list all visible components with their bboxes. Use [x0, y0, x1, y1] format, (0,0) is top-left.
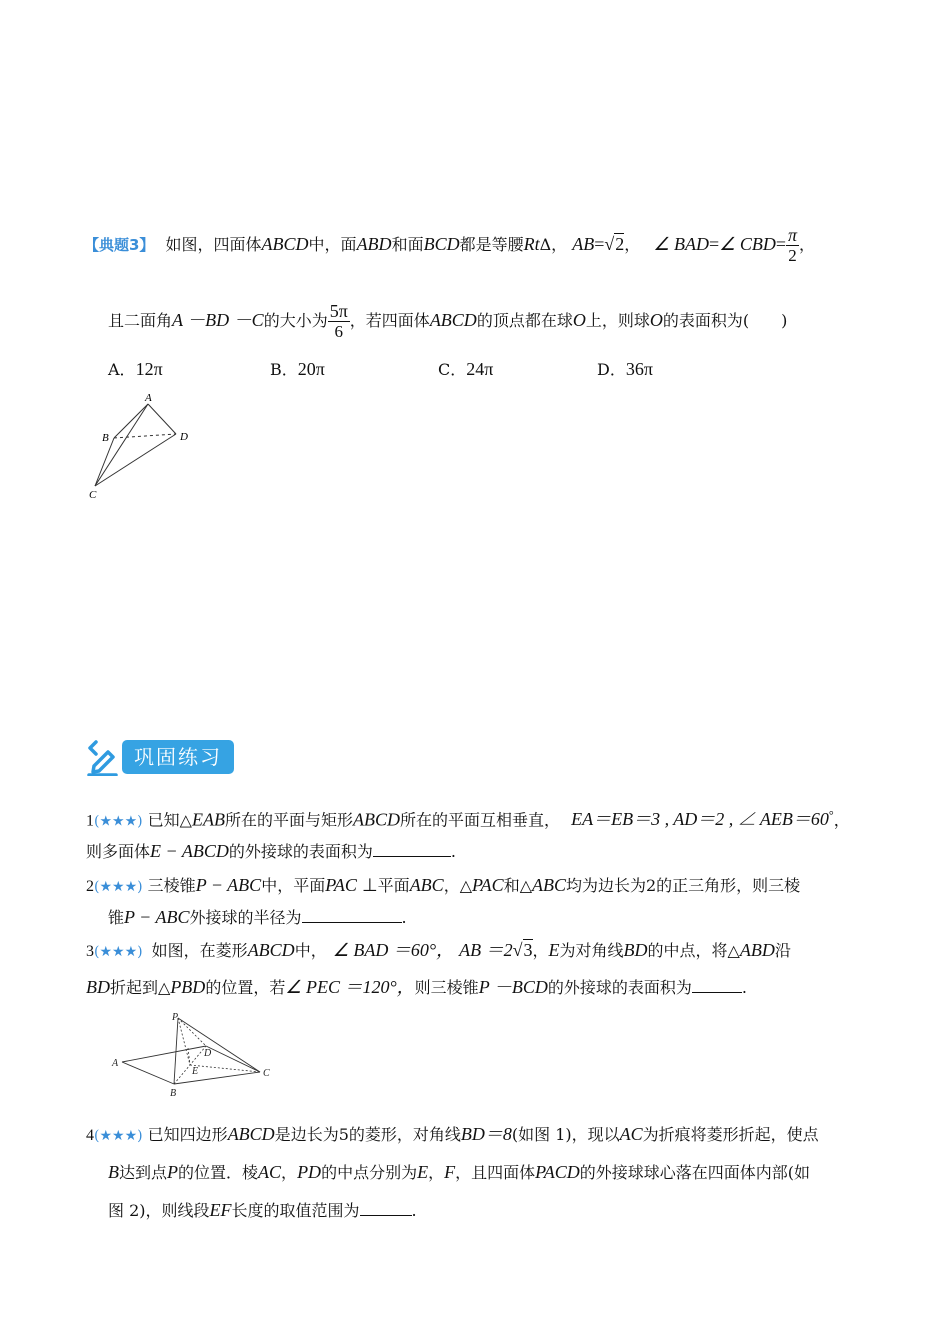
label-b: B — [102, 432, 109, 444]
text: 中，平面 — [261, 876, 326, 895]
math-pac: PAC — [472, 875, 504, 895]
math-ac: AC — [258, 1162, 282, 1182]
math-abd: ABD — [356, 234, 392, 254]
problem-number: 2 — [86, 878, 94, 895]
edge-pd — [178, 1018, 206, 1046]
text: ， — [428, 1163, 445, 1182]
text: 的位置，若 — [205, 978, 286, 997]
text: 的外接球的表面积为 — [547, 978, 692, 997]
text: 锥 — [108, 908, 125, 927]
label-b: B — [170, 1088, 177, 1099]
math-abd: ABD — [739, 940, 775, 960]
fraction-denominator: 6 — [334, 322, 343, 341]
text: ， — [833, 810, 850, 830]
problem-4-line-1 — [86, 1120, 819, 1148]
math-pacd: PACD — [535, 1162, 580, 1182]
problem-3-line-1 — [86, 936, 791, 964]
option-b[interactable] — [270, 358, 325, 381]
text: 达到点 — [119, 1163, 168, 1182]
edge-ab — [114, 404, 148, 438]
text: 已知△ — [147, 810, 192, 830]
edge-ac — [95, 404, 148, 486]
math-abcd: ABCD — [247, 940, 295, 960]
math-ab: AB — [572, 234, 595, 254]
text: . — [450, 842, 456, 861]
example-line-2 — [108, 300, 787, 340]
math-polyhedron: E − ABCD — [150, 841, 229, 861]
answer-blank[interactable] — [360, 1201, 412, 1216]
edge-pc — [178, 1018, 260, 1072]
label-a: A — [145, 392, 152, 404]
edge-bd — [114, 434, 176, 438]
folded-rhombus-figure — [108, 1010, 276, 1100]
example-line-1 — [84, 224, 815, 264]
edge-ec — [190, 1065, 260, 1072]
math-ac: AC — [619, 1124, 643, 1144]
angle-bad: ∠ BAD — [653, 234, 710, 254]
text: 所在的平面互相垂直， — [400, 810, 561, 830]
problem-4-line-2 — [108, 1158, 810, 1186]
difficulty-stars: (★★★) — [94, 813, 143, 830]
example-tag: 【典题3】 — [84, 236, 155, 254]
text: 的外接球的表面积为 — [228, 842, 373, 861]
math-bd: BD — [86, 977, 110, 997]
problem-1-line-2 — [86, 838, 456, 864]
text: 和△ — [503, 876, 532, 895]
text: 和面 — [391, 235, 424, 254]
edge-bc — [174, 1072, 260, 1084]
text: 所在的平面与矩形 — [224, 810, 353, 830]
problem-2-line-2 — [108, 904, 407, 930]
text: 三棱锥 — [147, 876, 196, 895]
text: 的表面积为( ) — [662, 311, 788, 330]
text: 折起到△ — [110, 978, 171, 997]
label-d: D — [204, 1048, 212, 1059]
difficulty-stars: (★★★) — [94, 1128, 143, 1144]
text: 如图，四面体 — [165, 235, 262, 254]
pencil-icon — [86, 738, 118, 776]
radicand: 2 — [615, 234, 625, 254]
label-c: C — [89, 489, 97, 501]
text: ，且四面体 — [455, 1163, 536, 1182]
text: 的中点，将△ — [647, 941, 740, 960]
option-d[interactable] — [597, 358, 653, 381]
option-value: 24π — [466, 359, 494, 379]
equals: = — [594, 234, 605, 254]
text: 已知四边形 — [147, 1125, 228, 1144]
tetrahedron-figure — [86, 388, 196, 504]
math-e: E — [548, 940, 560, 960]
option-value: 12π — [135, 359, 163, 379]
equals: = — [775, 234, 786, 254]
fraction-5pi-6 — [328, 302, 350, 341]
option-label: D． — [597, 360, 626, 379]
text: 沿 — [774, 941, 791, 960]
option-c[interactable] — [438, 358, 493, 381]
label-d: D — [180, 431, 188, 443]
edge-ab — [122, 1062, 174, 1084]
angle-cbd: ∠ CBD — [719, 234, 776, 254]
text: 是边长为5的菱形，对角线 — [274, 1125, 461, 1144]
label-p: P — [172, 1012, 179, 1023]
problem-2-line-1 — [86, 872, 800, 898]
math-abcd: ABCD — [353, 809, 400, 830]
text: 的位置．棱 — [178, 1163, 259, 1182]
math-abcd: ABCD — [429, 310, 477, 330]
text: 的顶点都在球 — [476, 311, 573, 330]
option-value: 20π — [297, 359, 325, 379]
label-a: A — [112, 1058, 119, 1069]
edge-dc — [206, 1046, 260, 1072]
math-pbd: PBD — [170, 977, 206, 997]
text: ，△ — [443, 876, 472, 895]
math-rt: Rt — [523, 234, 540, 254]
math-p: P — [167, 1162, 179, 1182]
problem-number: 3 — [86, 943, 94, 960]
label-c: C — [263, 1068, 270, 1079]
text: 均为边长为2的正三角形，则三棱 — [566, 876, 801, 895]
math-ef: EF — [209, 1200, 232, 1220]
edge-bc — [95, 438, 114, 486]
text: Δ， — [539, 235, 568, 254]
text: 上，则球 — [585, 311, 650, 330]
condition-expression: EA＝EB＝3 , AD＝2 , ∠ AEB＝60 — [571, 809, 829, 830]
text: 外接球的半径为 — [189, 908, 302, 927]
angle-pec: ∠ PEC ＝120°， — [285, 977, 415, 997]
text: 平面 — [377, 876, 410, 895]
math-pyramid: P − ABC — [195, 875, 262, 895]
text: . — [411, 1201, 417, 1220]
section-title: 巩固练习 — [134, 745, 222, 769]
math-abc: ABC — [409, 875, 444, 895]
degree-sign: ° — [828, 808, 834, 822]
text: 都是等腰 — [459, 235, 524, 254]
math-bd: BD — [623, 940, 648, 960]
text: ， — [281, 1163, 298, 1182]
problem-4-line-3 — [108, 1196, 417, 1224]
math-o: O — [572, 310, 586, 330]
text: 则多面体 — [86, 842, 151, 861]
math-b: B — [108, 1162, 119, 1182]
text: (如图 1)，现以 — [511, 1125, 620, 1144]
text: . — [741, 978, 747, 997]
math-pyramid: P －BCD — [478, 977, 548, 997]
fraction-denominator: 2 — [788, 246, 797, 265]
problem-1-line-1 — [86, 802, 850, 828]
angle-bad: ∠ BAD ＝60°， — [332, 940, 455, 960]
math-abcd: ABCD — [261, 234, 309, 254]
text: ， — [799, 235, 816, 254]
text: 为折痕将菱形折起，使点 — [642, 1125, 819, 1144]
text: . — [401, 908, 407, 927]
text: 中， — [294, 941, 327, 960]
text: ，若四面体 — [349, 311, 430, 330]
math-abcd: ABCD — [227, 1124, 275, 1144]
sqrt-expression: √3 — [512, 940, 533, 960]
text: 长度的取值范围为 — [231, 1201, 360, 1220]
math-bd: BD＝8 — [460, 1124, 512, 1144]
answer-blank[interactable] — [692, 978, 742, 993]
dihedral-angle: A －BD －C — [172, 310, 264, 330]
equals: = — [709, 234, 720, 254]
answer-blank[interactable] — [302, 908, 402, 923]
option-a[interactable] — [108, 358, 163, 381]
math-e: E — [417, 1162, 429, 1182]
text: 为对角线 — [559, 941, 624, 960]
difficulty-stars: (★★★) — [94, 944, 143, 960]
option-label: A． — [108, 360, 136, 379]
text: 如图，在菱形 — [151, 941, 248, 960]
text: ， — [532, 941, 549, 960]
difficulty-stars: (★★★) — [94, 879, 143, 895]
math-bcd: BCD — [423, 234, 460, 254]
math-abc: ABC — [532, 875, 566, 895]
math-pd: PD — [297, 1162, 322, 1182]
answer-blank[interactable] — [373, 842, 451, 857]
option-label: B． — [270, 360, 298, 379]
radicand: 3 — [523, 940, 533, 960]
text: 且二面角 — [108, 311, 173, 330]
fraction-numerator: π — [788, 225, 798, 245]
problem-number: 1 — [86, 812, 94, 830]
edge-ad — [148, 404, 176, 434]
math-ab: AB ＝2 — [459, 940, 513, 960]
text: 的外接球球心落在四面体内部(如 — [579, 1163, 811, 1182]
section-title-badge — [122, 740, 234, 774]
math-o: O — [649, 310, 663, 330]
text: 的大小为 — [263, 311, 328, 330]
fraction-pi-2 — [786, 226, 799, 265]
text: 则三棱锥 — [414, 978, 479, 997]
math-f: F — [444, 1162, 456, 1182]
math-eab: EAB — [191, 809, 225, 830]
text: 中，面 — [308, 235, 357, 254]
option-label: C． — [438, 360, 467, 379]
problem-3-line-2 — [86, 973, 747, 1001]
problem-number: 4 — [86, 1127, 94, 1144]
math-pyramid: P − ABC — [124, 907, 190, 927]
text: 图 2)，则线段 — [108, 1201, 210, 1220]
label-e: E — [192, 1066, 199, 1077]
text: ， — [624, 235, 641, 254]
text: 的中点分别为 — [321, 1163, 418, 1182]
math-pac: PAC — [325, 875, 357, 895]
perpendicular-symbol: ⊥ — [361, 875, 378, 895]
fraction-numerator: 5π — [329, 301, 348, 321]
option-value: 36π — [625, 359, 653, 379]
edge-ad — [122, 1046, 206, 1062]
sqrt-expression: √2 — [604, 234, 625, 254]
